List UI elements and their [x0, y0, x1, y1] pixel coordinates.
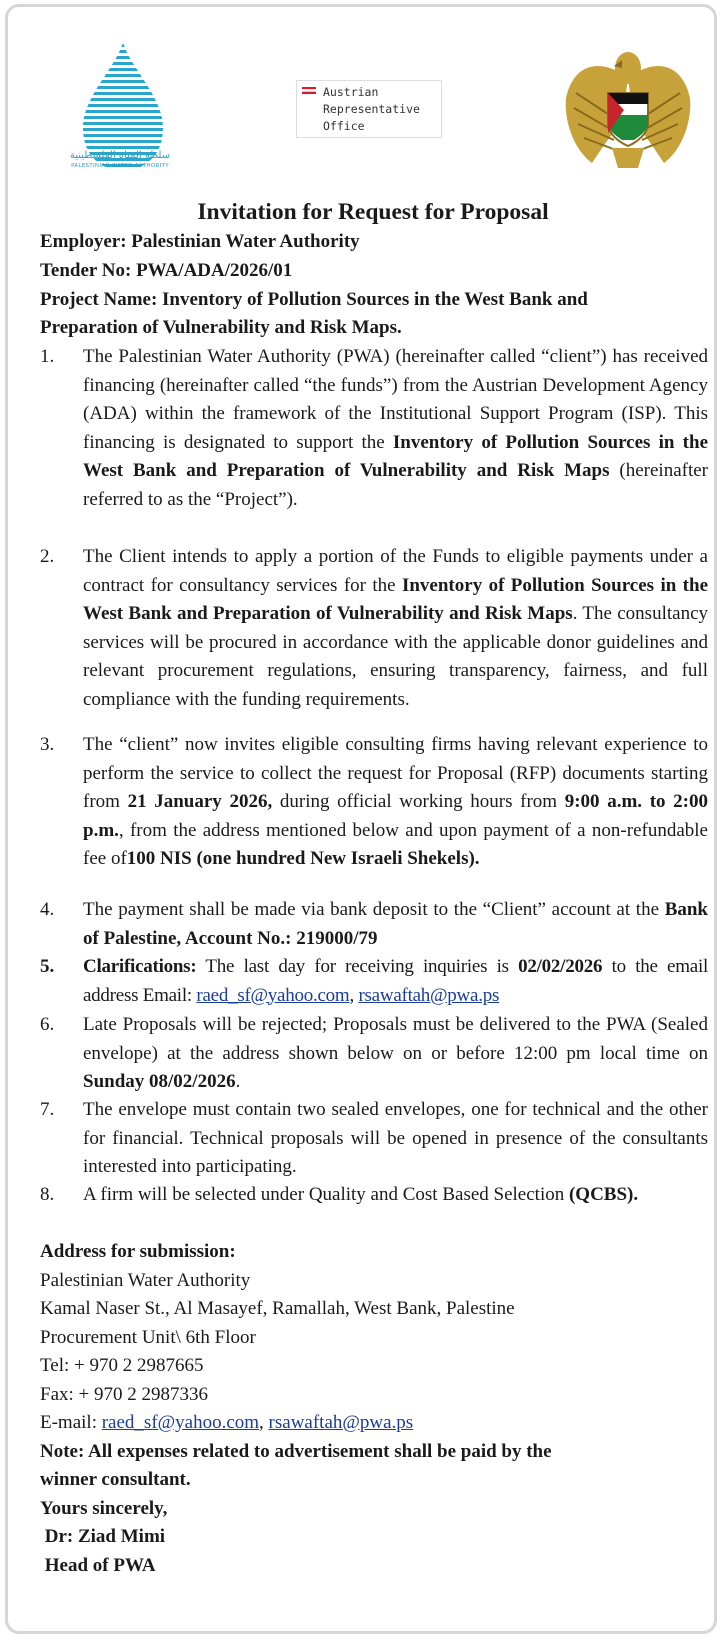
signatory-name: Dr: Ziad Mimi	[40, 1526, 166, 1547]
item-5: Clarifications: The last day for receiving inquiries is 02/02/2026 to the email address Email: raed_sf@yahoo.com, rsawaftah@pwa.ps	[83, 956, 709, 1006]
address-email-line: E-mail: raed_sf@yahoo.com, rsawaftah@pwa.ps	[40, 1412, 414, 1433]
address-email-link-2[interactable]: rsawaftah@pwa.ps	[268, 1412, 414, 1433]
note-line-2: winner consultant.	[40, 1469, 191, 1490]
address-org: Palestinian Water Authority	[40, 1270, 251, 1291]
item-7-number: 7.	[40, 1099, 55, 1120]
item-5-number: 5.	[40, 956, 55, 977]
item-1: The Palestinian Water Authority (PWA) (hereinafter called “client”) has received financing (hereinafter called “the funds”) from the Austrian Development Agency (ADA) within the framework of the Institutional Support Program (ISP). This financing is designated to support the Inventory of Pollution Sources in the West Bank and Preparation of Vulnerability and Risk Maps (hereinafter referred to as the “Project”).	[83, 346, 709, 510]
item-5-email-link-2[interactable]: rsawaftah@pwa.ps	[358, 984, 500, 1006]
item-5-email-link-1[interactable]: raed_sf@yahoo.com	[196, 984, 350, 1006]
closing-salutation: Yours sincerely,	[40, 1498, 168, 1519]
austria-flag-icon	[302, 87, 316, 94]
employer-line: Employer: Palestinian Water Authority	[40, 231, 360, 252]
address-unit: Procurement Unit\ 6th Floor	[40, 1327, 256, 1348]
austrian-office-line-1: Austrian	[323, 85, 379, 99]
item-4: The payment shall be made via bank deposit to the “Client” account at the Bank of Palestine, Account No.: 219000/79	[83, 899, 708, 949]
signatory-role: Head of PWA	[40, 1555, 156, 1576]
item-3-number: 3.	[40, 734, 55, 755]
item-8: A firm will be selected under Quality and Cost Based Selection (QCBS).	[83, 1184, 639, 1205]
address-heading: Address for submission:	[40, 1241, 236, 1262]
pwa-logo-english-text: PALESTINIAN WATER AUTHORITY	[71, 163, 169, 169]
item-8-number: 8.	[40, 1184, 55, 1205]
palestine-eagle-emblem-icon	[562, 38, 694, 178]
austrian-office-line-3: Office	[323, 119, 365, 133]
page-title: Invitation for Request for Proposal	[197, 199, 549, 225]
address-street: Kamal Naser St., Al Masayef, Ramallah, West Bank, Palestine	[40, 1298, 515, 1319]
item-4-number: 4.	[40, 899, 55, 920]
item-1-number: 1.	[40, 346, 55, 367]
address-fax: Fax: + 970 2 2987336	[40, 1384, 208, 1405]
note-line-1: Note: All expenses related to advertisement shall be paid by the	[40, 1441, 552, 1462]
item-7: The envelope must contain two sealed envelopes, one for technical and the other for financial. Technical proposals will be opened in presence of the consultants interested into participating.	[83, 1099, 708, 1178]
austrian-office-line-2: Representative	[323, 102, 420, 116]
address-email-link-1[interactable]: raed_sf@yahoo.com	[101, 1412, 260, 1433]
item-6-number: 6.	[40, 1014, 55, 1035]
austrian-office-logo	[296, 80, 442, 138]
pwa-logo-arabic-text: سلطة المياه الفلسطينية	[69, 150, 171, 161]
project-name-line-2: Preparation of Vulnerability and Risk Maps.	[40, 317, 402, 338]
item-2-number: 2.	[40, 546, 55, 567]
item-2: The Client intends to apply a portion of the Funds to eligible payments under a contract for consultancy services for the Inventory of Pollution Sources in the West Bank and Preparation of Vulnerability and Risk Maps. The consultancy services will be procured in accordance with the applicable donor guidelines and relevant procurement regulations, ensuring transparency, fairness, and full compliance with the funding requirements.	[83, 546, 709, 710]
item-6: Late Proposals will be rejected; Proposals must be delivered to the PWA (Sealed envelope) at the address shown below on or before 12:00 pm local time on Sunday 08/02/2026.	[83, 1014, 708, 1093]
project-name-line-1: Project Name: Inventory of Pollution Sources in the West Bank and	[40, 289, 588, 310]
tender-number: Tender No: PWA/ADA/2026/01	[40, 260, 293, 281]
address-tel: Tel: + 970 2 2987665	[40, 1355, 204, 1376]
item-3: The “client” now invites eligible consulting firms having relevant experience to perform the service to collect the request for Proposal (RFP) documents starting from 21 January 2026, during official working hours from 9:00 a.m. to 2:00 p.m., from the address mentioned below and upon payment of a non-refundable fee of100 NIS (one hundred New Israeli Shekels).	[83, 734, 708, 870]
